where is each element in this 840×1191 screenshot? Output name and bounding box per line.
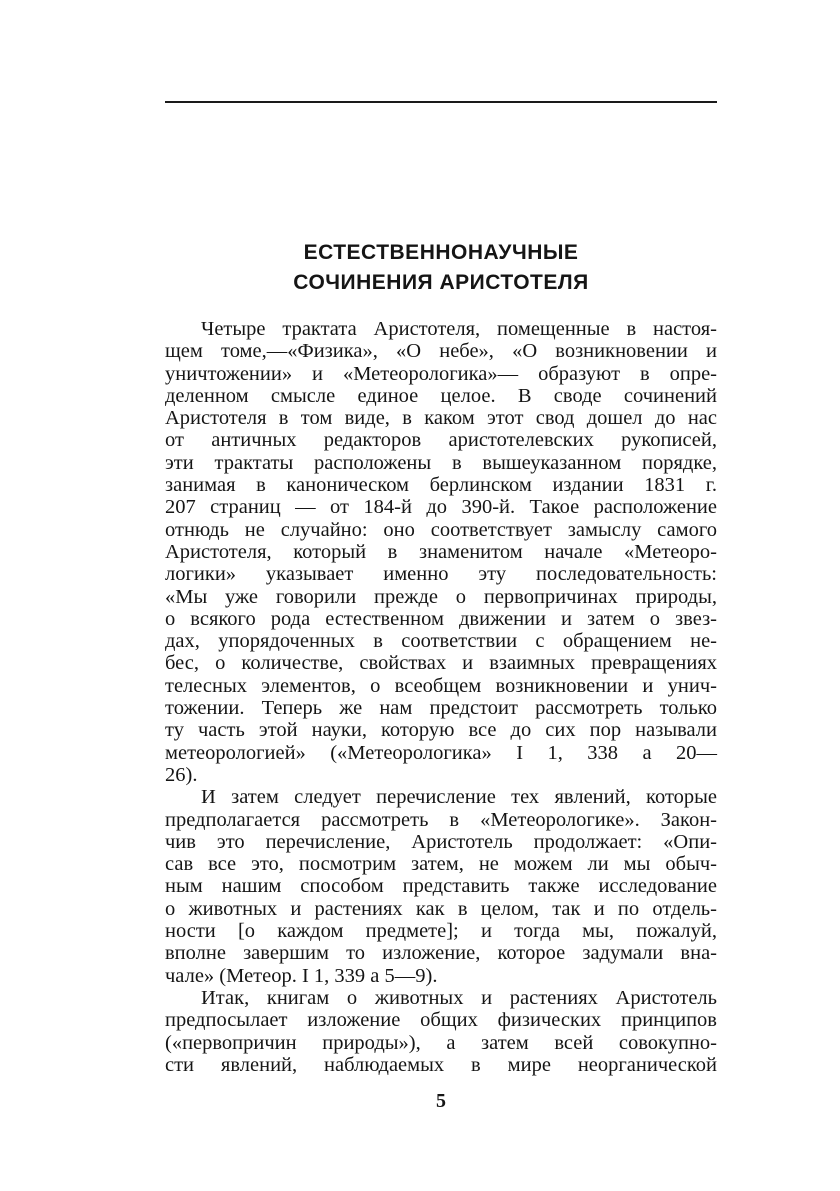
text-line: «Мы уже говорили прежде о первопричинах природы, [165,585,717,608]
text-line: о всякого рода естественном движении и затем о звез- [165,607,717,630]
paragraph [165,987,717,1076]
text-line: телесных элементов, о всеобщем возникновении и унич- [165,674,717,697]
body-text [165,318,717,1076]
text-line: Аристотеля в том виде, в каком этот свод дошел до нас [165,407,717,430]
text-line: чив это перечисление, Аристотель продолжает: «Опи- [165,830,717,853]
chapter-title-line-2: СОЧИНЕНИЯ АРИСТОТЕЛЯ [293,271,589,294]
text-line: («первопричин природы»), а затем всей совокупно- [165,1031,717,1054]
text-line: сти явлений, наблюдаемых в мире неорганической [165,1053,717,1076]
text-line: логики» указывает именно эту последовательность: [165,563,717,586]
text-line: щем томе,—«Физика», «О небе», «О возникновении и [165,340,717,363]
text-line: от античных редакторов аристотелевских рукописей, [165,429,717,452]
text-line: занимая в каноническом берлинском издании 1831 г. [165,474,717,497]
text-line: Итак, книгам о животных и растениях Аристотель [201,986,717,1009]
text-line: о животных и растениях как в целом, так и по отдель- [165,897,717,920]
header-rule [165,101,717,103]
text-line: 26). [165,763,198,786]
text-line: бес, о количестве, свойствах и взаимных превращениях [165,652,717,675]
text-line: чале» (Метеор. I 1, 339 а 5—9). [165,964,438,987]
paragraph [165,786,717,987]
page-number: 5 [436,1090,446,1112]
text-line: дах, упорядоченных в соответствии с обращением не- [165,630,717,653]
text-line: 207 страниц — от 184-й до 390-й. Такое расположение [165,496,717,519]
text-line: вполне завершим то изложение, которое задумали вна- [165,942,717,965]
text-line: ным нашим способом представить также исследование [165,875,717,898]
text-line: И затем следует перечисление тех явлений, которые [201,786,717,809]
text-line: Четыре трактата Аристотеля, помещенные в настоя- [201,318,717,340]
text-line: деленном смысле единое целое. В своде сочинений [165,384,717,407]
text-line: Аристотеля, который в знаменитом начале «Метеоро- [165,540,717,563]
text-line: сав все это, посмотрим затем, не можем ли мы обыч- [165,853,717,876]
chapter-title [165,238,717,298]
text-line: предполагается рассмотреть в «Метеорологике». Закон- [165,808,717,831]
paragraph [165,318,717,786]
text-line: предпосылает изложение общих физических принципов [165,1009,717,1032]
text-line: ности [о каждом предмете]; и тогда мы, пожалуй, [165,920,717,943]
text-line: уничтожении» и «Метеорологика»— образуют в опре- [165,362,717,385]
text-line: ту часть этой науки, которую все до сих пор называли [165,719,717,742]
text-line: метеорологией» («Метеорологика» I 1, 338 а 20— [165,741,717,764]
text-line: эти трактаты расположены в вышеуказанном порядке, [165,451,717,474]
chapter-title-line-1: ЕСТЕСТВЕННОНАУЧНЫЕ [303,241,579,264]
text-line: тожении. Теперь же нам предстоит рассмотреть только [165,697,717,720]
text-line: отнюдь не случайно: оно соответствует замыслу самого [165,518,717,541]
